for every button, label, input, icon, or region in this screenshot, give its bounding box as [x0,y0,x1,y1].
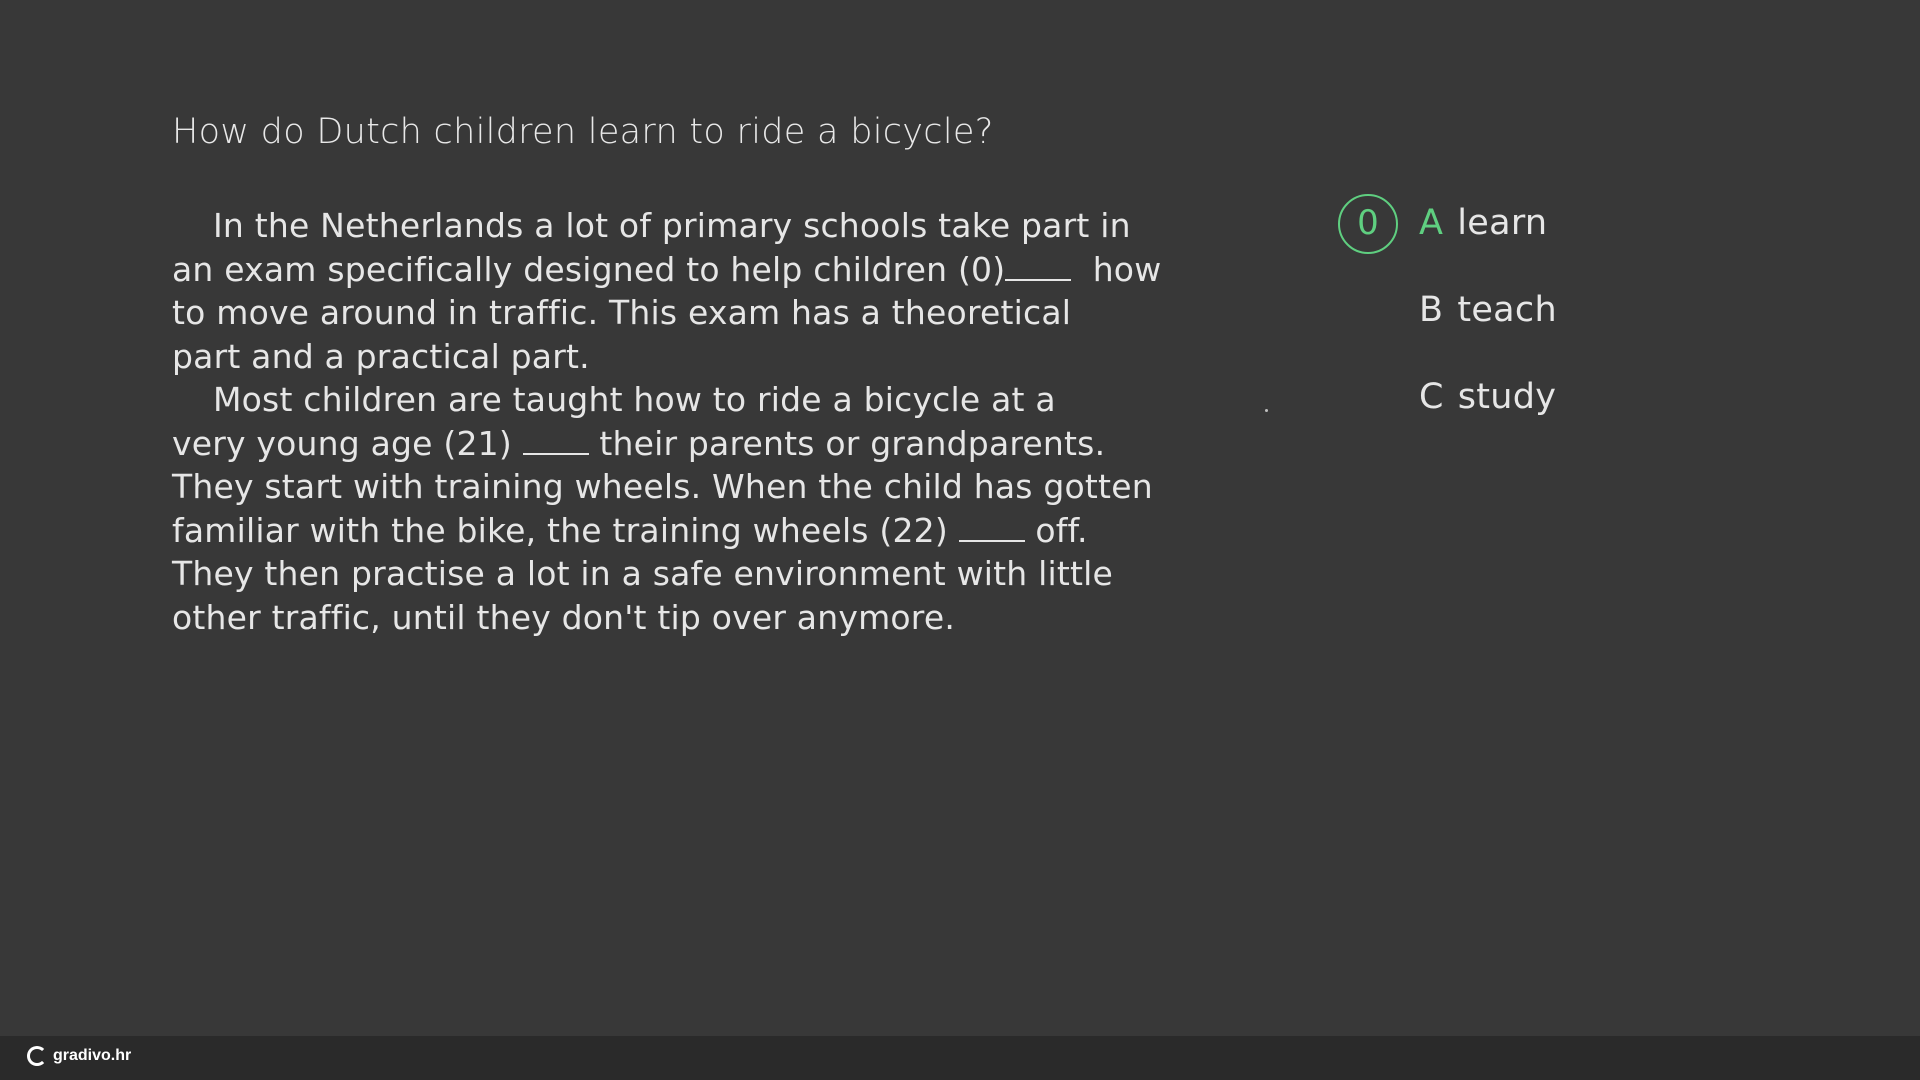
option-letter: C [1419,377,1444,417]
gap-21-blank [523,429,589,455]
option-b [1419,290,1557,330]
gap-22-blank [959,516,1025,542]
footer-bar [0,1036,1920,1080]
passage-line: to move around in traffic. This exam has a theoretical [172,293,1072,332]
option-text: study [1457,377,1557,417]
gap-0-blank [1005,255,1071,281]
answer-marker-circle: 0 [1338,194,1398,254]
passage-text: how [1092,249,1162,289]
passage-text: very young age (21) [172,423,512,463]
question-title: How do Dutch children learn to ride a bicycle? [172,112,994,152]
stray-dot [1265,409,1268,412]
brand-name: gradivo.hr [53,1047,132,1064]
option-text: teach [1457,290,1557,330]
option-letter: A [1419,203,1444,243]
brand-logo[interactable] [27,1046,131,1066]
passage-line: Most children are taught how to ride a bicycle at a [213,380,1056,419]
passage-line [172,248,1162,292]
passage-line [172,509,1088,553]
passage-line: They then practise a lot in a safe environment with little [172,554,1113,593]
passage-text: an exam specifically designed to help children (0) [172,249,1006,289]
option-text: learn [1457,203,1548,243]
passage-line: other traffic, until they don't tip over anymore. [172,597,956,637]
option-a [1419,203,1547,243]
passage-line: They start with training wheels. When the child has gotten [172,467,1153,506]
passage-line [172,422,1106,466]
passage-text: their parents or grandparents. [599,423,1106,463]
reading-passage [172,204,1162,639]
passage-line: part and a practical part. [172,336,590,376]
passage-text: off. [1035,510,1088,550]
passage-text: familiar with the bike, the training wheels (22) [172,510,948,550]
option-letter: B [1419,290,1444,330]
option-c [1419,377,1556,417]
gradivo-logo-icon [27,1046,47,1066]
passage-line: In the Netherlands a lot of primary schools take part in [213,206,1131,245]
